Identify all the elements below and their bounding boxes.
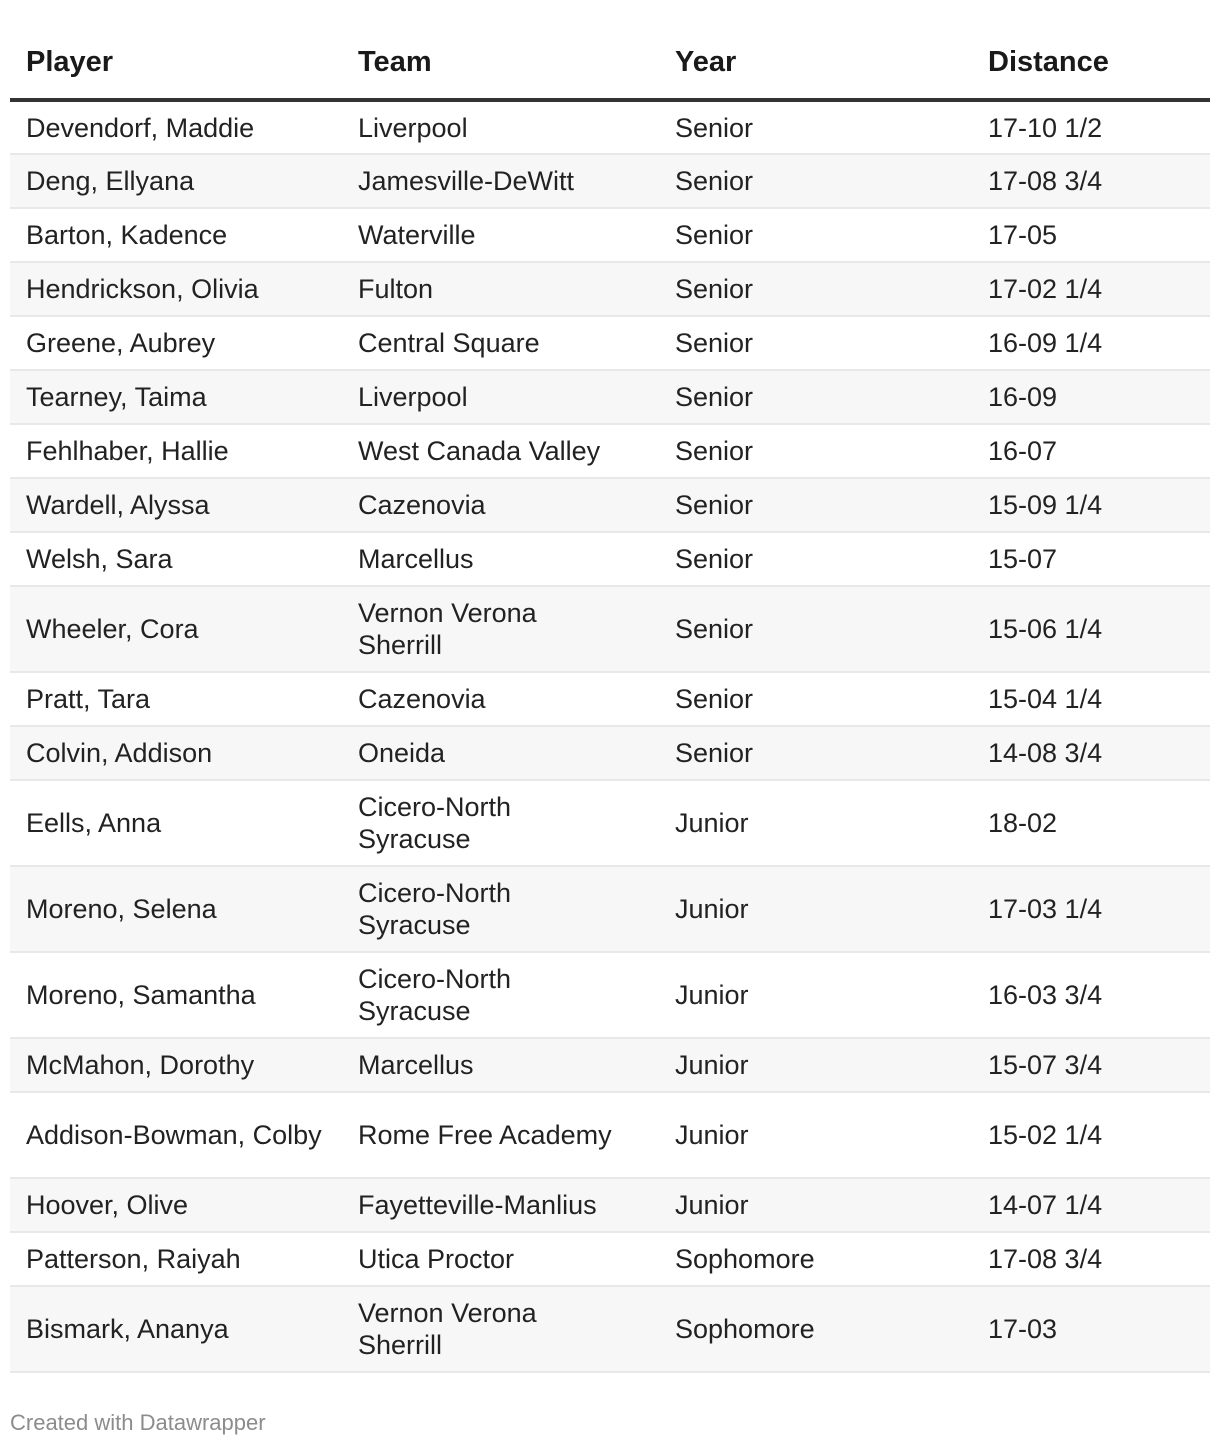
team-cell	[342, 154, 659, 208]
column-header-team[interactable]: Team	[342, 26, 659, 100]
table-row	[10, 1286, 1210, 1372]
team-text: Vernon Verona Sherrill	[358, 598, 537, 660]
distance-cell: 16-09 1/4	[972, 316, 1210, 370]
team-cell	[342, 100, 659, 154]
distance-cell: 17-08 3/4	[972, 154, 1210, 208]
year-cell: Senior	[659, 208, 972, 262]
team-cell	[342, 316, 659, 370]
team-text: Fayetteville-Manlius	[358, 1190, 597, 1220]
player-cell: Moreno, Samantha	[10, 952, 342, 1038]
datawrapper-credit[interactable]: Created with Datawrapper	[10, 1410, 266, 1435]
table-row	[10, 100, 1210, 154]
team-cell	[342, 952, 659, 1038]
team-cell	[342, 726, 659, 780]
table-row	[10, 424, 1210, 478]
year-cell: Senior	[659, 586, 972, 672]
table-row	[10, 780, 1210, 866]
table-row	[10, 208, 1210, 262]
team-cell	[342, 866, 659, 952]
year-cell: Sophomore	[659, 1232, 972, 1286]
year-cell: Senior	[659, 100, 972, 154]
team-cell	[342, 780, 659, 866]
team-text: Waterville	[358, 220, 476, 250]
column-header-player[interactable]: Player	[10, 26, 342, 100]
team-cell	[342, 1038, 659, 1092]
team-text: Vernon Verona Sherrill	[358, 1298, 537, 1360]
team-text: Oneida	[358, 738, 446, 768]
team-text: Cazenovia	[358, 684, 486, 714]
player-cell: Eells, Anna	[10, 780, 342, 866]
year-cell: Senior	[659, 262, 972, 316]
table-row	[10, 154, 1210, 208]
team-text: Utica Proctor	[358, 1244, 515, 1274]
team-cell	[342, 532, 659, 586]
distance-cell: 14-07 1/4	[972, 1178, 1210, 1232]
team-text: Fulton	[358, 274, 434, 304]
distance-cell: 17-03	[972, 1286, 1210, 1372]
player-cell: Barton, Kadence	[10, 208, 342, 262]
team-text: West Canada Valley	[358, 436, 601, 466]
table-row	[10, 370, 1210, 424]
team-text: Cicero-North Syracuse	[358, 878, 512, 940]
team-text: Cicero-North Syracuse	[358, 792, 512, 854]
results-table	[10, 26, 1210, 1373]
year-cell: Senior	[659, 532, 972, 586]
table-row	[10, 532, 1210, 586]
team-cell	[342, 1092, 659, 1178]
distance-cell: 15-06 1/4	[972, 586, 1210, 672]
year-cell: Senior	[659, 424, 972, 478]
player-cell: Colvin, Addison	[10, 726, 342, 780]
team-text: Cicero-North Syracuse	[358, 964, 512, 1026]
player-cell: Fehlhaber, Hallie	[10, 424, 342, 478]
data-table-container	[10, 26, 1210, 1373]
distance-cell: 15-09 1/4	[972, 478, 1210, 532]
player-cell: Pratt, Tara	[10, 672, 342, 726]
table-row	[10, 672, 1210, 726]
distance-cell: 16-07	[972, 424, 1210, 478]
team-cell	[342, 370, 659, 424]
distance-cell: 17-08 3/4	[972, 1232, 1210, 1286]
distance-cell: 17-03 1/4	[972, 866, 1210, 952]
table-row	[10, 586, 1210, 672]
distance-cell: 15-07	[972, 532, 1210, 586]
team-text: Marcellus	[358, 544, 474, 574]
year-cell: Sophomore	[659, 1286, 972, 1372]
year-cell: Junior	[659, 1038, 972, 1092]
player-cell: Hoover, Olive	[10, 1178, 342, 1232]
table-row	[10, 1178, 1210, 1232]
year-cell: Junior	[659, 866, 972, 952]
team-text: Jamesville-DeWitt	[358, 166, 575, 196]
player-cell: Greene, Aubrey	[10, 316, 342, 370]
table-row	[10, 262, 1210, 316]
year-cell: Senior	[659, 370, 972, 424]
team-cell	[342, 586, 659, 672]
distance-cell: 17-10 1/2	[972, 100, 1210, 154]
player-cell: Patterson, Raiyah	[10, 1232, 342, 1286]
table-row	[10, 1038, 1210, 1092]
team-text: Liverpool	[358, 112, 468, 143]
distance-cell: 14-08 3/4	[972, 726, 1210, 780]
column-header-year[interactable]: Year	[659, 26, 972, 100]
year-cell: Senior	[659, 726, 972, 780]
player-cell: Welsh, Sara	[10, 532, 342, 586]
player-cell: Moreno, Selena	[10, 866, 342, 952]
team-cell	[342, 1232, 659, 1286]
team-cell	[342, 208, 659, 262]
year-cell: Junior	[659, 952, 972, 1038]
player-cell: Tearney, Taima	[10, 370, 342, 424]
table-row	[10, 316, 1210, 370]
player-cell: Bismark, Ananya	[10, 1286, 342, 1372]
column-header-distance[interactable]: Distance	[972, 26, 1210, 100]
distance-cell: 15-04 1/4	[972, 672, 1210, 726]
year-cell: Junior	[659, 1092, 972, 1178]
table-row	[10, 1092, 1210, 1178]
distance-cell: 17-05	[972, 208, 1210, 262]
player-cell: McMahon, Dorothy	[10, 1038, 342, 1092]
year-cell: Senior	[659, 316, 972, 370]
team-cell	[342, 424, 659, 478]
team-cell	[342, 1286, 659, 1372]
player-cell: Wheeler, Cora	[10, 586, 342, 672]
year-cell: Senior	[659, 672, 972, 726]
team-cell	[342, 1178, 659, 1232]
team-cell	[342, 478, 659, 532]
player-cell: Hendrickson, Olivia	[10, 262, 342, 316]
distance-cell: 15-02 1/4	[972, 1092, 1210, 1178]
team-cell	[342, 262, 659, 316]
year-cell: Junior	[659, 1178, 972, 1232]
team-text: Central Square	[358, 328, 540, 358]
header-row	[10, 26, 1210, 100]
distance-cell: 18-02	[972, 780, 1210, 866]
player-cell: Devendorf, Maddie	[10, 100, 342, 154]
table-row	[10, 866, 1210, 952]
table-row	[10, 1232, 1210, 1286]
distance-cell: 15-07 3/4	[972, 1038, 1210, 1092]
table-header	[10, 26, 1210, 100]
distance-cell: 17-02 1/4	[972, 262, 1210, 316]
distance-cell: 16-09	[972, 370, 1210, 424]
distance-cell: 16-03 3/4	[972, 952, 1210, 1038]
year-cell: Senior	[659, 154, 972, 208]
player-cell: Addison-Bowman, Colby	[10, 1092, 342, 1178]
team-text: Rome Free Academy	[358, 1120, 612, 1150]
year-cell: Junior	[659, 780, 972, 866]
team-text: Liverpool	[358, 382, 468, 412]
team-text: Cazenovia	[358, 490, 486, 520]
year-cell: Senior	[659, 478, 972, 532]
table-row	[10, 952, 1210, 1038]
table-row	[10, 726, 1210, 780]
table-body	[10, 100, 1210, 1372]
player-cell: Wardell, Alyssa	[10, 478, 342, 532]
table-row	[10, 478, 1210, 532]
team-cell	[342, 672, 659, 726]
player-cell: Deng, Ellyana	[10, 154, 342, 208]
team-text: Marcellus	[358, 1050, 474, 1080]
